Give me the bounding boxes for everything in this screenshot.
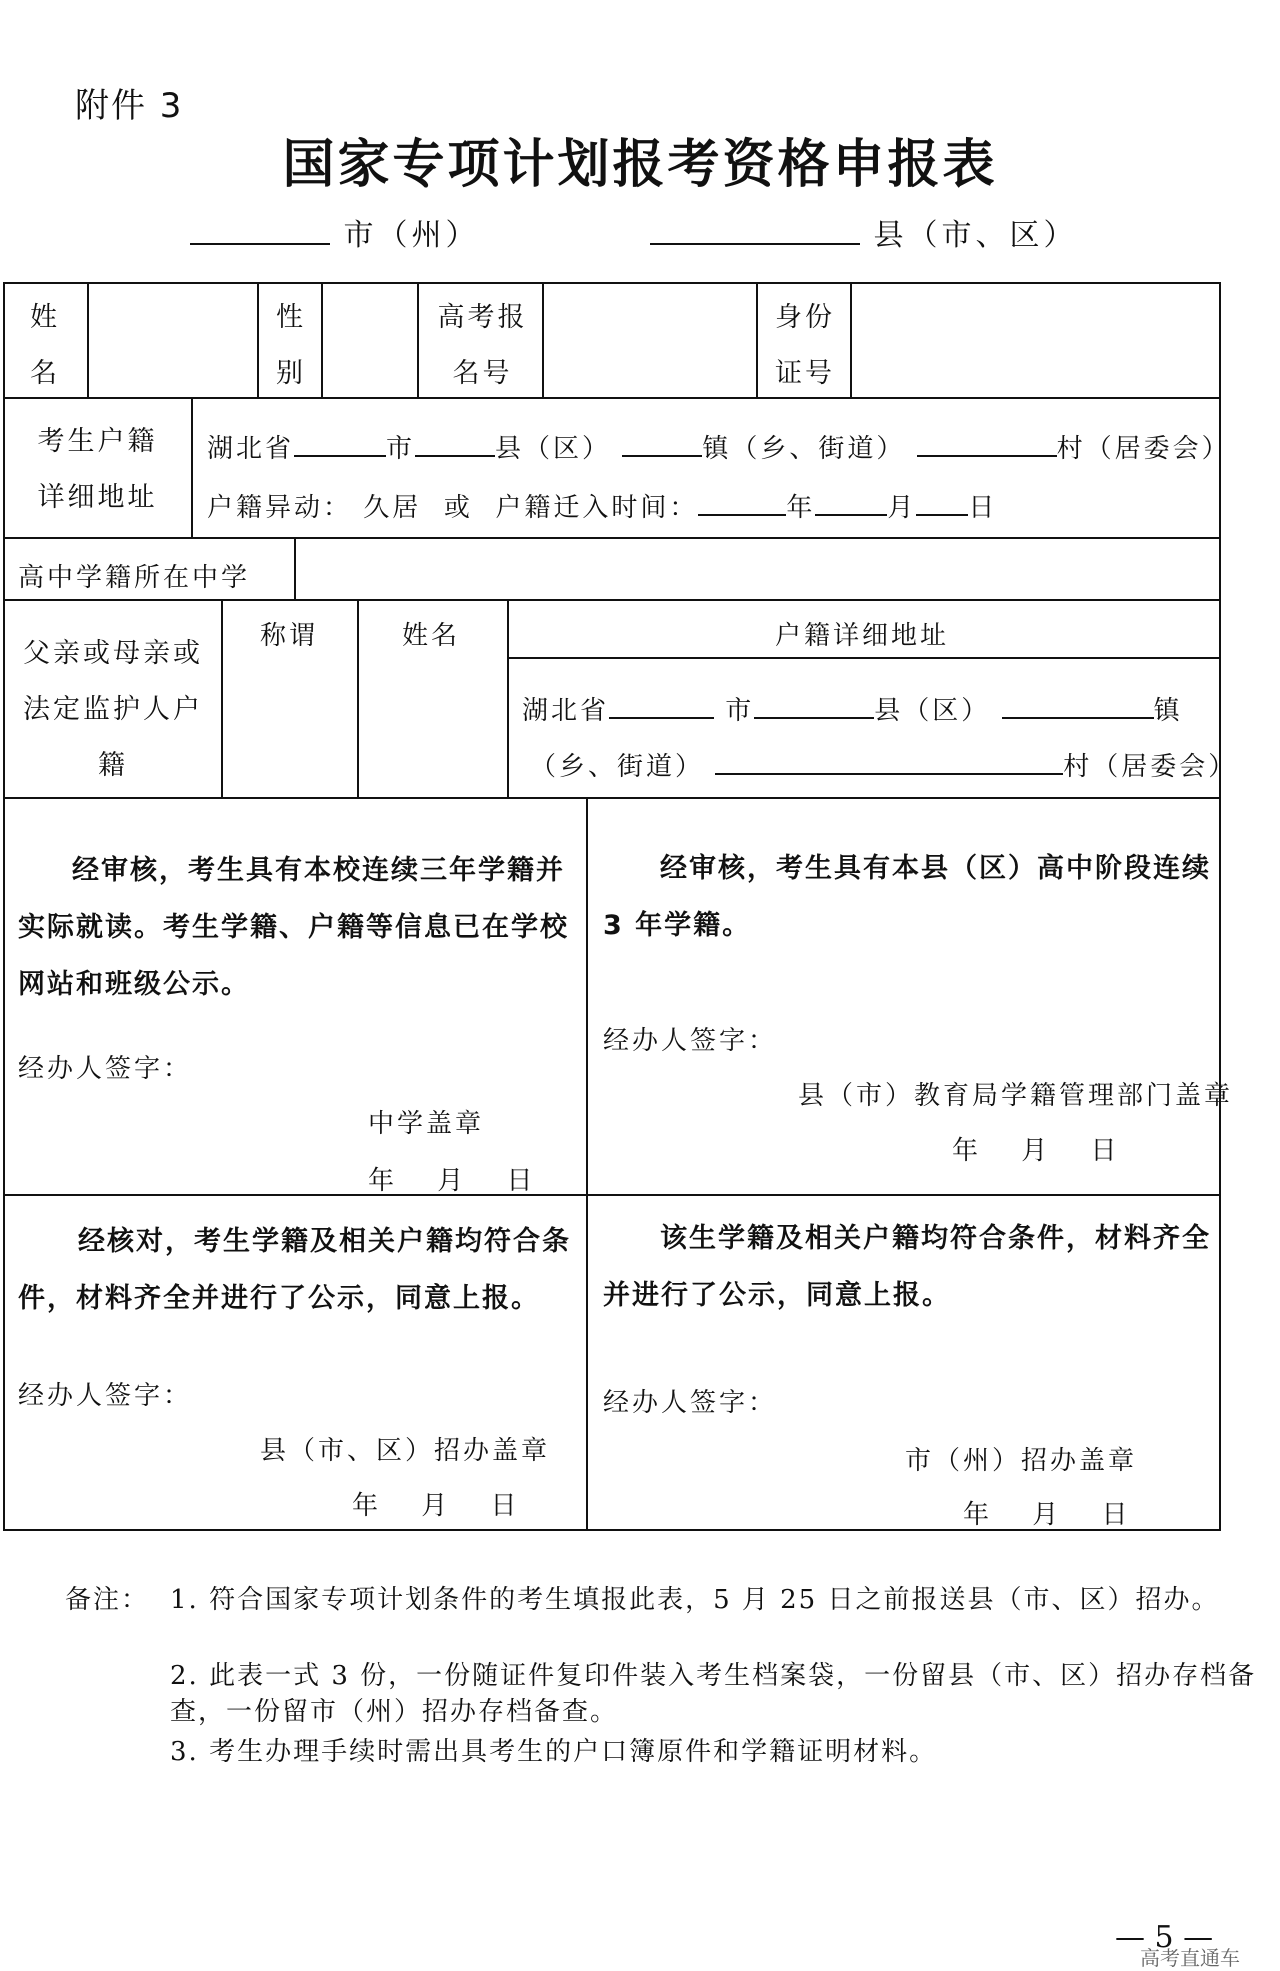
guardian-household-label: 父亲或母亲或法定监护人户籍 <box>23 638 203 781</box>
year-blank[interactable] <box>698 490 786 516</box>
attachment-label: 附件 3 <box>75 86 184 126</box>
day-blank[interactable] <box>916 490 968 516</box>
town-blank[interactable] <box>1002 693 1154 719</box>
gender-label: 性别 <box>276 302 306 389</box>
month-text: 月 <box>887 493 917 523</box>
month-blank[interactable] <box>815 490 887 516</box>
exam-number-input[interactable] <box>547 288 753 394</box>
county-blank[interactable] <box>415 431 495 457</box>
county-sign-label: 经办人签字： <box>18 1381 193 1411</box>
household-address-line1 <box>207 428 1231 465</box>
county-seal-label: 县（市、区）招办盖章 <box>260 1436 551 1466</box>
city-text: 市 <box>386 434 416 464</box>
note-item: 1. 符合国家专项计划条件的考生填报此表，5 月 25 日之前报送县（市、区）招办。 <box>170 1585 1220 1615</box>
school-seal-label: 中学盖章 <box>368 1109 485 1139</box>
town-text: 镇 <box>1153 696 1183 726</box>
notes-label: 备注： <box>65 1585 150 1615</box>
city-review-text: 该生学籍及相关户籍均符合条件，材料齐全并进行了公示，同意上报。 <box>603 1223 1211 1311</box>
city-blank[interactable] <box>609 693 714 719</box>
household-change-line <box>207 487 997 524</box>
city-seal-label: 市（州）招办盖章 <box>905 1446 1138 1476</box>
province-text: 湖北省 <box>522 696 610 726</box>
bureau-sign-label: 经办人签字： <box>603 1026 778 1056</box>
name-label: 姓名 <box>30 302 60 389</box>
school-review-text: 经审核，考生具有本校连续三年学籍并实际就读。考生学籍、户籍等信息已在学校网站和班级公示。 <box>18 855 569 1000</box>
county-date: 年 月 日 <box>352 1491 520 1521</box>
note-item: 2. 此表一式 3 份，一份随证件复印件装入考生档案袋，一份留县（市、区）招办存档备查，一份留市（州）招办存档备查。 <box>170 1661 1257 1727</box>
county-label: 县（市、区） <box>873 218 1078 253</box>
school-date: 年 月 日 <box>368 1166 536 1196</box>
exam-number-label: 高考报名号 <box>437 302 528 389</box>
village-text: 村（居委会） <box>1063 752 1238 782</box>
city-date: 年 月 日 <box>963 1500 1131 1530</box>
county-text: 县（区） <box>495 434 612 464</box>
moved-in-label: 户籍迁入时间： <box>495 493 699 523</box>
county-text: 县（区） <box>874 696 991 726</box>
county-review-text: 经核对，考生学籍及相关户籍均符合条件，材料齐全并进行了公示，同意上报。 <box>18 1226 571 1314</box>
city-label: 市（州） <box>343 218 480 253</box>
town-text: 镇（乡、街道） <box>702 434 906 464</box>
page-number: — 5 — <box>1115 1920 1214 1955</box>
village-text: 村（居委会） <box>1056 434 1231 464</box>
id-number-input[interactable] <box>855 288 1215 394</box>
guardian-address-line2 <box>530 746 1237 783</box>
town-blank[interactable] <box>622 431 702 457</box>
village-blank[interactable] <box>917 431 1057 457</box>
guardian-address-label: 户籍详细地址 <box>775 621 950 651</box>
guardian-address-line1 <box>522 690 1183 727</box>
year-text: 年 <box>786 493 816 523</box>
county-blank[interactable] <box>754 693 874 719</box>
change-label: 户籍异动： <box>207 493 353 523</box>
gender-input[interactable] <box>326 288 414 394</box>
bureau-seal-label: 县（市）教育局学籍管理部门盖章 <box>798 1081 1234 1111</box>
guardian-name-label: 姓名 <box>402 621 461 651</box>
school-sign-label: 经办人签字： <box>18 1054 193 1084</box>
guardian-name-input[interactable] <box>362 662 504 794</box>
village-blank[interactable] <box>715 749 1063 775</box>
or-text: 或 <box>443 493 473 523</box>
relation-label: 称谓 <box>260 621 319 651</box>
city-blank[interactable] <box>294 431 386 457</box>
page-title: 国家专项计划报考资格申报表 <box>282 134 998 195</box>
household-address-label: 考生户籍详细地址 <box>37 426 158 513</box>
relation-input[interactable] <box>226 662 354 794</box>
day-text: 日 <box>968 493 998 523</box>
bureau-review-text: 经审核，考生具有本县（区）高中阶段连续 3 年学籍。 <box>603 853 1211 941</box>
town-suffix-text: （乡、街道） <box>530 752 705 782</box>
high-school-input[interactable] <box>299 542 1215 596</box>
city-text: 市 <box>725 696 755 726</box>
bureau-date: 年 月 日 <box>952 1136 1120 1166</box>
watermark: 高考直通车 <box>1140 1946 1240 1970</box>
long-term-option[interactable]: 久居 <box>363 493 422 523</box>
high-school-label: 高中学籍所在中学 <box>18 563 251 593</box>
name-input[interactable] <box>92 288 254 394</box>
province-text: 湖北省 <box>207 434 295 464</box>
city-sign-label: 经办人签字： <box>603 1388 778 1418</box>
note-item: 3. 考生办理手续时需出具考生的户口簿原件和学籍证明材料。 <box>170 1737 938 1767</box>
id-number-label: 身份证号 <box>775 302 835 389</box>
